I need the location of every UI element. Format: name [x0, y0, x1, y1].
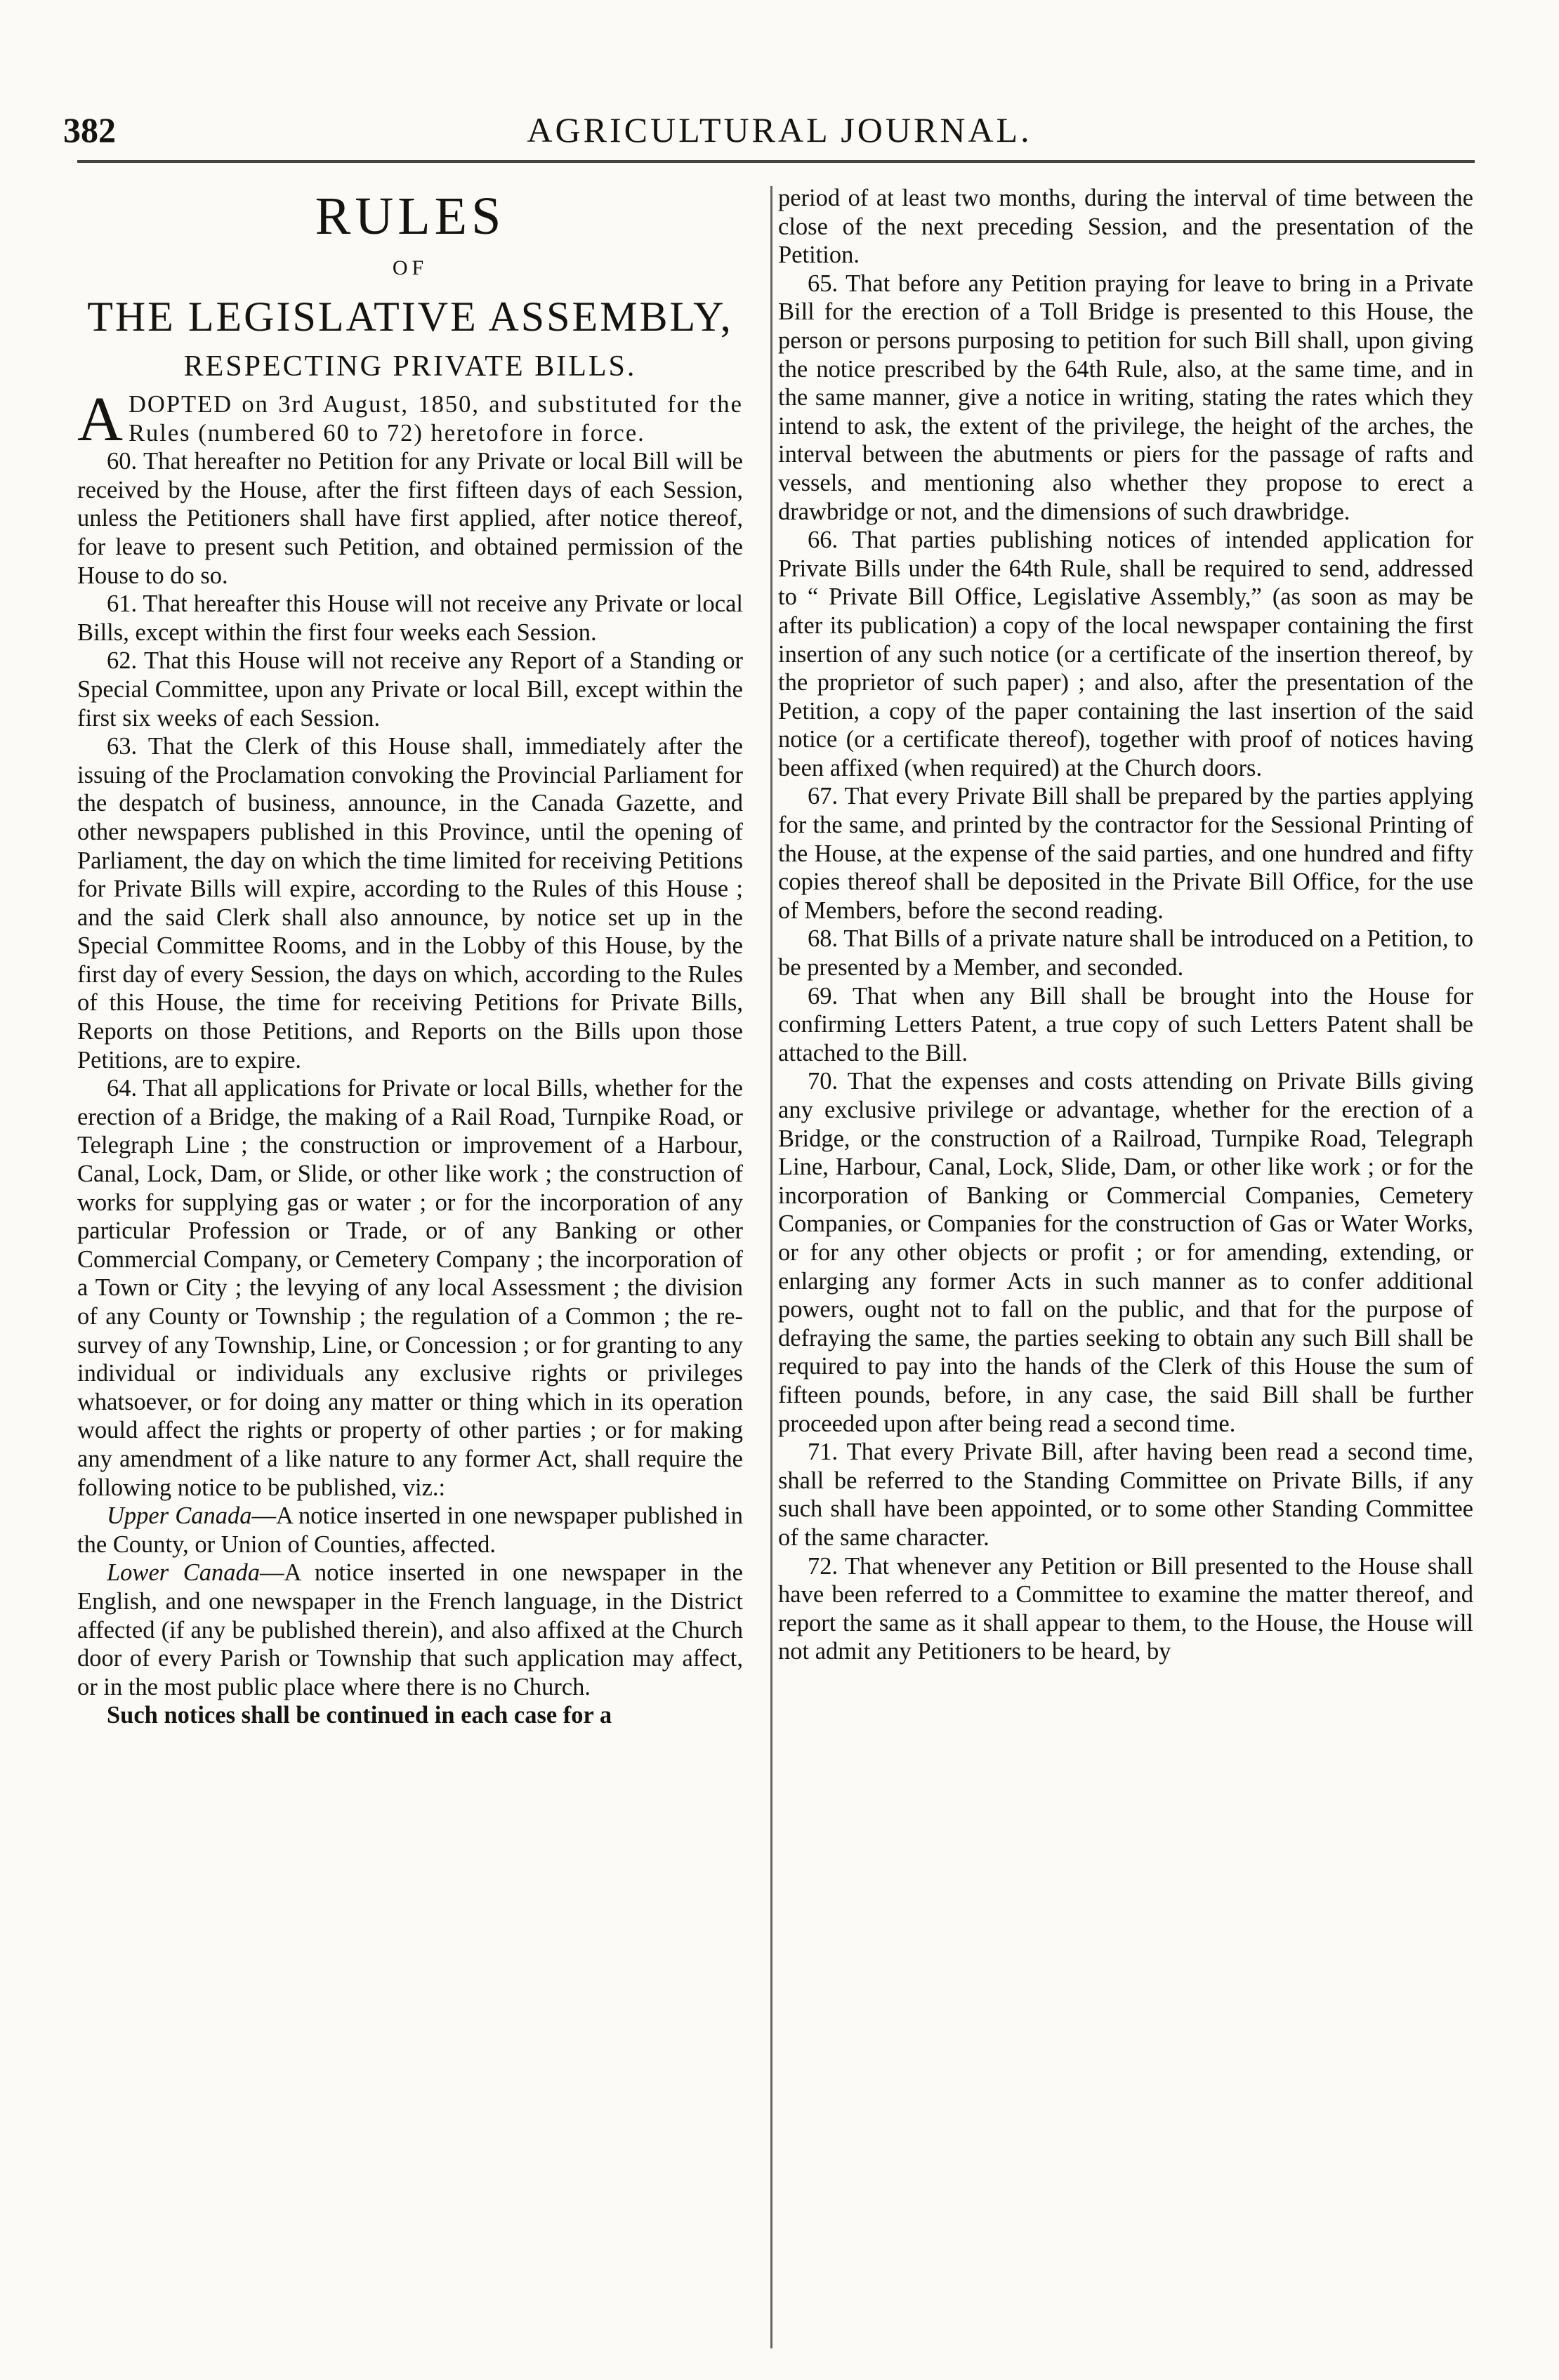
rule-61: 61. That hereafter this House will not receive any Private or local Bills, except within the first four weeks each Session.	[77, 590, 743, 646]
rule-60: 60. That hereafter no Petition for any Private or local Bill will be received by the House, after the first fifteen days of each Session, unless the Petitioners shall have first applied, after notice thereof, for leave to present such Petition, and obtained permission of the House to do so.	[77, 448, 743, 589]
lower-canada-label: Lower Canada	[107, 1559, 260, 1587]
rule-63: 63. That the Clerk of this House shall, immediately after the issuing of the Proclamation convoking the Provincial Parliament for the despatch of business, announce, in the Canada Gazette, and other newspapers published in this Province, until the opening of Parliament, the day on which the time limited for receiving Petitions for Private Bills will expire, according to the Rules of this House ; and the said Clerk shall also announce, by notice set up in the Special Committee Rooms, and in the Lobby of this House, by the first day of every Session, the days on which, according to the Rules of this House, the time for receiving Petitions for Private Bills, Reports on those Petitions, and Reports on the Bills upon those Petitions, are to expire.	[77, 733, 743, 1073]
lower-canada-text: —A notice inserted in one newspaper in the English, and one newspaper in the French language, in the District affected (if any be published therein), and also affixed at the Church door of every Parish or Township that such application may affect, or in the most public place where there is no Church.	[77, 1559, 743, 1700]
intro-text: DOPTED on 3rd August, 1850, and substituted for the Rules (numbered 60 to 72) heretofore in force.	[129, 391, 743, 447]
column-divider	[770, 186, 772, 2348]
rule-67: 67. That every Private Bill shall be prepared by the parties applying for the same, and printed by the contractor for the Sessional Printing of the House, at the expense of the said parties, and one hundred and fifty copies thereof shall be deposited in the Private Bill Office, for the use of Members, before the second reading.	[778, 783, 1473, 924]
title-rules: RULES	[315, 187, 506, 246]
page-header	[63, 105, 1496, 161]
upper-canada-label: Upper Canada	[107, 1502, 252, 1530]
running-head: AGRICULTURAL JOURNAL.	[527, 110, 1032, 150]
lower-canada-paragraph	[77, 1559, 743, 1701]
rule-62: 62. That this House will not receive any Report of a Standing or Special Committee, upon any Private or local Bill, except within the first six weeks of each Session.	[77, 647, 743, 732]
upper-canada-text: —A notice inserted in one newspaper published in the County, or Union of Counties, affected.	[77, 1502, 743, 1558]
intro-paragraph	[77, 385, 743, 454]
drop-cap: A	[77, 385, 123, 454]
page-number: 382	[63, 110, 116, 150]
rule-68: 68. That Bills of a private nature shall be introduced on a Petition, to be presented by a Member, and seconded.	[778, 925, 1473, 981]
title-assembly: THE LEGISLATIVE ASSEMBLY,	[87, 293, 733, 340]
rule-65: 65. That before any Petition praying for leave to bring in a Private Bill for the erection of a Toll Bridge is presented to this House, the person or persons purposing to petition for such Bill shall, upon giving the notice prescribed by the 64th Rule, also, at the same time, and in the same manner, give a notice in writing, stating the rates which they intend to ask, the extent of the privilege, the height of the arches, the interval between the abutments or piers for the passage of rafts and vessels, and mentioning also whether they propose to erect a drawbridge or not, and the dimensions of such drawbridge.	[778, 270, 1473, 525]
rule-70: 70. That the expenses and costs attending on Private Bills giving any exclusive privilege or advantage, whether for the erection of a Bridge, or the construction of a Railroad, Turnpike Road, Telegraph Line, Harbour, Canal, Lock, Slide, Dam, or other like work ; or for the incorporation of Banking or Commercial Companies, Cemetery Companies, or Companies for the construction of Gas or Water Works, or for any other objects or profit ; or for amending, extending, or enlarging any former Acts in such manner as to confer additional powers, ought not to fall on the public, and that for the purpose of defraying the same, the parties seeking to obtain any such Bill shall be required to pay into the hands of the Clerk of this House the sum of fifteen pounds, before, in any case, the said Bill shall be further proceeded upon after being read a second time.	[778, 1068, 1473, 1437]
rule-71: 71. That every Private Bill, after having been read a second time, shall be referred to the Standing Committee on Private Bills, if any such shall have been appointed, or to some other Standing Committee of the same character.	[778, 1439, 1473, 1551]
rule-66: 66. That parties publishing notices of intended application for Private Bills under the 64th Rule, shall be required to send, addressed to “ Private Bill Office, Legislative Assembly,” (as soon as may be after its publication) a copy of the local newspaper containing the first insertion of any such notice (or a certificate of the insertion thereof, by the proprietor of such paper) ; and also, after the presentation of the Petition, a copy of the paper containing the last insertion of the said notice (or a certificate thereof), together with proof of notices having been affixed (when required) at the Church doors.	[778, 527, 1473, 781]
continued-notice-text: Such notices shall be continued in each case for a	[107, 1702, 612, 1729]
rule-64: 64. That all applications for Private or local Bills, whether for the erection of a Bridge, the making of a Rail Road, Turnpike Road, or Telegraph Line ; the construction or improvement of a Harbour, Canal, Lock, Dam, or Slide, or other like work ; the construction of works for supplying gas or water ; or for the incorporation of any particular Profession or Trade, or of any Banking or other Commercial Company, or Cemetery Company ; the incorporation of a Town or City ; the levying of any local Assessment ; the division of any County or Township ; the regulation of a Common ; the re-survey of any Township, Line, or Concession ; or for granting to any individual or individuals any exclusive rights or privileges whatsoever, or for doing any matter or thing which in its operation would affect the rights or property of other parties ; or for making any amendment of a like nature to any former Act, shall require the following notice to be published, viz.:	[77, 1075, 743, 1501]
left-column	[77, 184, 743, 2360]
continued-period-text: period of at least two months, during the interval of time between the close of the next preceding Session, and the presentation of the Petition.	[778, 185, 1473, 269]
header-rule	[77, 160, 1475, 163]
title-private-bills: RESPECTING PRIVATE BILLS.	[183, 350, 637, 383]
title-of: OF	[392, 256, 428, 279]
rule-72: 72. That whenever any Petition or Bill presented to the House shall have been referred to a Committee to examine the matter thereof, and report the same as it shall appear to them, to the House, the House will not admit any Petitioners to be heard, by	[778, 1552, 1473, 1665]
right-column	[778, 184, 1473, 2360]
rule-69: 69. That when any Bill shall be brought into the House for confirming Letters Patent, a true copy of such Letters Patent shall be attached to the Bill.	[778, 982, 1473, 1066]
upper-canada-paragraph	[77, 1502, 743, 1559]
